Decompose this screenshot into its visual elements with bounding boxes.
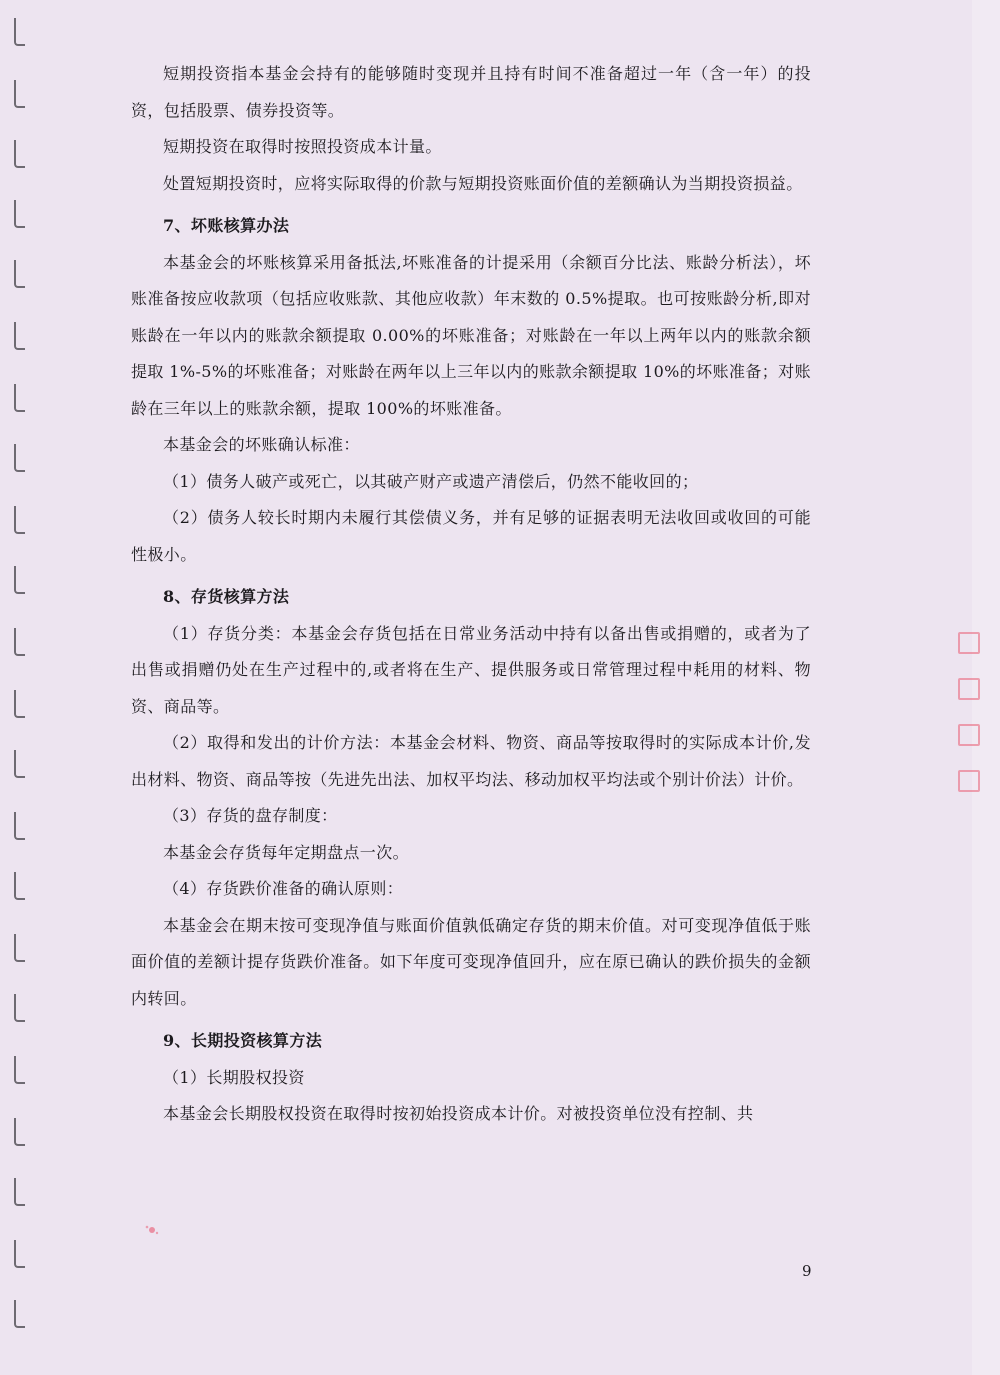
paragraph-long-term-equity: 本基金会长期股权投资在取得时按初始投资成本计价。对被投资单位没有控制、共 — [163, 1104, 754, 1123]
paragraph-bad-debt-item-2: （2）债务人较长时期内未履行其偿债义务，并有足够的证据表明无法收回或收回的可能性极小。 — [131, 508, 811, 564]
paragraph-bad-debt-item-1: （1）债务人破产或死亡，以其破产财产或遗产清偿后，仍然不能收回的； — [163, 471, 699, 491]
paragraph-inventory-impairment: 本基金会在期末按可变现净值与账面价值孰低确定存货的期末价值。对可变现净值低于账面价值的差额计提存货跌价准备。如下年度可变现净值回升，应在原已确认的跌价损失的金额内转回。 — [131, 915, 811, 1008]
paragraph-inventory-count-frequency: 本基金会存货每年定期盘点一次。 — [163, 842, 410, 862]
section-heading-bad-debt: 7、坏账核算办法 — [163, 216, 290, 235]
paragraph-short-term-measurement: 短期投资在取得时按照投资成本计量。 — [163, 137, 442, 156]
binding-holes — [14, 0, 44, 1375]
document-body — [131, 56, 811, 1133]
paragraph-inventory-count-system: （3）存货的盘存制度： — [163, 806, 338, 825]
paragraph-short-term-disposal: 处置短期投资时，应将实际取得的价款与短期投资账面价值的差额确认为当期投资损益。 — [163, 173, 803, 193]
paragraph-bad-debt-method: 本基金会的坏账核算采用备抵法,坏账准备的计提采用（余额百分比法、账龄分析法），坏账准备按应收款项（包括应收账款、其他应收款）年末数的 0.5%提取。也可按账龄分析,即对账龄在一年以内的账款余额提取 0.00%的坏账准备；对账龄在一年以上两年以内的账款余额提取 1%-5%的坏账准备；对账龄在两年以上三年以内的账款余额提取 10%的坏账准备；对账龄在三年以上的账款余额，提取 100%的坏账准备。 — [131, 252, 811, 418]
ink-smudge-icon — [143, 1221, 161, 1239]
section-heading-inventory: 8、存货核算方法 — [163, 587, 290, 606]
seam-stamp — [957, 632, 981, 792]
paragraph-short-term-definition: 短期投资指本基金会持有的能够随时变现并且持有时间不准备超过一年（含一年）的投资，包括股票、债券投资等。 — [131, 64, 811, 120]
page-number: 9 — [802, 1262, 812, 1280]
paragraph-long-term-equity-title: （1）长期股权投资 — [163, 1067, 305, 1087]
paragraph-inventory-pricing: （2）取得和发出的计价方法：本基金会材料、物资、商品等按取得时的实际成本计价,发出材料、物资、商品等按（先进先出法、加权平均法、移动加权平均法或个别计价法）计价。 — [131, 733, 811, 789]
paragraph-inventory-impairment-title: （4）存货跌价准备的确认原则： — [163, 879, 404, 898]
paragraph-bad-debt-criteria: 本基金会的坏账确认标准： — [163, 435, 360, 454]
paragraph-inventory-classification: （1）存货分类：本基金会存货包括在日常业务活动中持有以备出售或捐赠的，或者为了出售或捐赠仍处在生产过程中的,或者将在生产、提供服务或日常管理过程中耗用的材料、物资、商品等。 — [131, 623, 811, 716]
section-heading-long-term-investment: 9、长期投资核算方法 — [163, 1031, 323, 1050]
